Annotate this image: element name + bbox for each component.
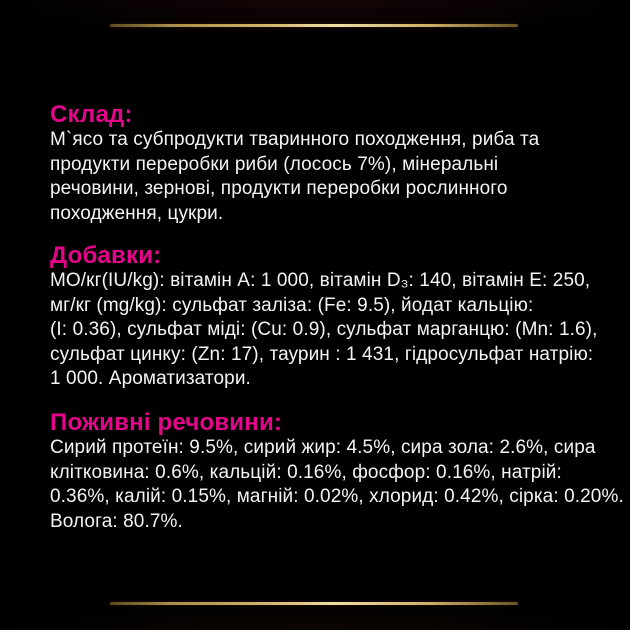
composition-line: М`ясо та субпродукти тваринного походження, риба та	[50, 129, 540, 150]
additives-line: 1 000. Ароматизатори.	[50, 368, 251, 389]
nutrients-line: Волога: 80.7%.	[50, 510, 183, 532]
section-nutrients	[50, 409, 624, 534]
section-additives	[50, 242, 620, 392]
additives-line: (І: 0.36), сульфат міді: (Cu: 0.9), сульфат марганцю: (Mn: 1.6),	[50, 319, 598, 340]
top-maroon-glow	[0, 0, 630, 46]
nutrients-line: Сирий протеїн: 9.5%, сирий жир: 4.5%, сира зола: 2.6%, сира	[50, 437, 596, 458]
nutrients-line: 0.36%, калій: 0.15%, магній: 0.02%, хлорид: 0.42%, сірка: 0.20%.	[50, 486, 624, 507]
gold-divider-bottom	[110, 602, 518, 605]
section-composition	[50, 101, 620, 226]
composition-line: продукти переробки риби (лосось 7%), мінеральні	[50, 153, 499, 175]
composition-heading: Склад:	[50, 101, 133, 128]
nutrients-line: клітковина: 0.6%, кальцій: 0.16%, фосфор: 0.16%, натрій:	[50, 461, 562, 483]
composition-line: речовини, зернові, продукти переробки рослинного	[50, 178, 508, 199]
additives-line: сульфат цинку: (Zn: 17), таурин : 1 431, гідросульфат натрію:	[50, 343, 594, 365]
gold-divider-top	[110, 24, 518, 27]
bottom-maroon-glow	[0, 590, 630, 630]
additives-line: МО/кг(IU/kg): вітамін А: 1 000, вітамін D₃: 140, вітамін Е: 250,	[50, 270, 591, 291]
additives-line: мг/кг (mg/kg): сульфат заліза: (Fe: 9.5), йодат кальцію:	[50, 294, 534, 316]
composition-line: походження, цукри.	[50, 202, 224, 224]
additives-heading: Добавки:	[50, 242, 162, 269]
nutrients-heading: Поживні речовини:	[50, 409, 283, 436]
